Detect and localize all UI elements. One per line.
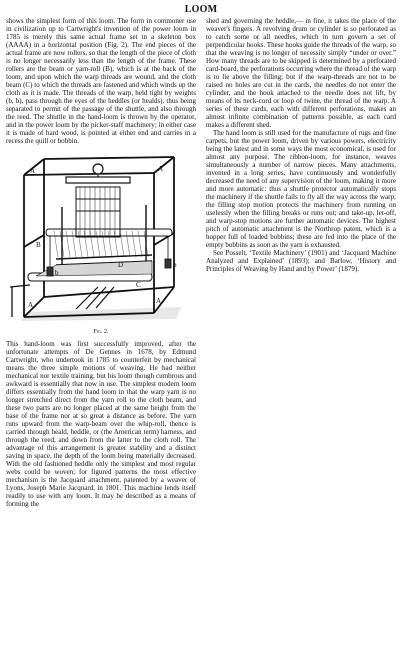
loom-figure: [6, 147, 196, 339]
figure-label-b-roll: B: [36, 241, 41, 249]
figure-label-weight-1: b: [55, 269, 59, 277]
figure-label-a-2: A: [158, 165, 164, 173]
left-paragraph-2: This hand-loom was first successfully improved, after the unfortunate attempts of De Gennes in 1678, by Edmund Cartwright, who undertook in 1785 to counterfeit by mechanical means the three simple motions of weaving. He had neither mechanical nor textile training, but his loom though cumbrous and awkward is essentially that now in use. The simplest modern loom differs essentially from the hand loom in that the warp yarn is no longer stretched direct from the yarn roll to the cloth beam, and these two parts are no longer placed at the same height from the base of the frame nor at so great a distance as before. The yarn runs upward from the warp-beam over the whip-roll, thence is carried through heald, heddle, or (the American term) harness, and through the reed, and down from the latter to the cloth roll. The advantage of this arrangement is greater stability and a distinct saving in space, the depth of the loom being materially decreased. With the old fashioned heddle only the simplest and most regular webs could be woven; for figured patterns the most effective mechanism is the Jacquard attachment, patented by a weaver of Lyons, Joseph Marie Jacquard, in 1801. This machine lends itself readily to use with any loom. It may be described as a means of forming the: [6, 340, 196, 508]
left-column: [6, 17, 196, 508]
figure-label-weight-2: b: [173, 261, 177, 269]
right-paragraph-1: shed and governing the heddle,— in fine, it takes the place of the weaver's fingers. A revolving drum or cylinder is so perforated as to catch some or all needles, which in turn govern a set of perpendicular hooks. These hooks guide the threads of the warp, so that the weaving is no longer of necessity simply “under or over.” How many threads are to be skipped is determined by a perforated card-board, the perforations occurring where the thread of the warp is to lie above the filling; but if the warp-threads are not to be raised no holes are cut in the cards, the needles do not enter the cylinder, and the hook attached to the needle does not lift, by means of its neck-cord or loop of twine, the thread of the warp. A series of these cards, each with different perforations, makes an almost infinite combination of patterns possible, as each card makes a different shed.: [206, 17, 396, 129]
right-paragraph-3: See Posselt, ‘Textile Machinery’ (1901) and ‘Jacquard Machine Analyzed and Explained’ (1893); and Barlow, ‘History and Principles of Weaving by Hand and by Power’ (1879).: [206, 249, 396, 273]
figure-label-a-3: A: [28, 301, 34, 309]
hand-loom-illustration: [6, 147, 196, 325]
figure-label-a-1: A: [30, 167, 36, 175]
figure-label-d: D: [118, 261, 124, 269]
figure-label-a-4: A: [156, 297, 162, 305]
right-column: [206, 17, 396, 273]
right-paragraph-2: The hand loom is still used for the manufacture of rugs and fine carpets, but the power loom, driven by various powers, electricity being the latest and in some ways the most economical, is used for almost any purpose. The ribbon-loom, for instance, weaves simultaneously a number of narrow pieces. Many attachments, invented in a long series, have continuously and wonderfully decreased the need of any supervision of the loom, making it more and more automatic: thus a shuttle protector automatically stops the machinery if the shuttle fails to fly all the way across the warp; the filling stop motion protects the machinery from running on uselessly when the filling breaks or runs out; and take-up, let-off, and warp-stop motions are further automatic devices. The highest pitch of automatic attachment is the Northrop patent, which is a hopper full of loaded bobbins; these are fed into the place of the empty bobbins as soon as the yarn is exhausted.: [206, 129, 396, 249]
figure-caption: Fig. 2.: [93, 329, 109, 335]
figure-label-c-beam: C: [136, 281, 141, 289]
page-header-title: LOOM: [184, 4, 218, 15]
left-paragraph-1: shows the simplest form of this loom. The form in commoner use in civilization up to Cartwright's invention of the power loom in 1785 is merely this same actual frame set in a skeleton box (AAAA) in a horizontal position (Fig. 2). The end pieces of the actual frame are now rollers, so that the length of the piece of cloth is no longer necessarily less than the length of the frame. These rollers are the beam or yarn-roll (B), which is at the back of the loom, and upon which the warp threads are wound, and the cloth beam (C) to which the threads are fastened and which winds up the cloth as it is made. The threads of the warp, held tight by weights (b, b), pass through the eyes of the heddles (or healds), thus being separated to permit of the passage of the shuttle, and also through the reed. The shuttle in the hand-loom is thrown by the operator, and in the power loom by the picker-staff machinery; in either case it is made of hard wood, is pointed at either end and carries in a recess the quill or bobbin.: [6, 17, 196, 145]
